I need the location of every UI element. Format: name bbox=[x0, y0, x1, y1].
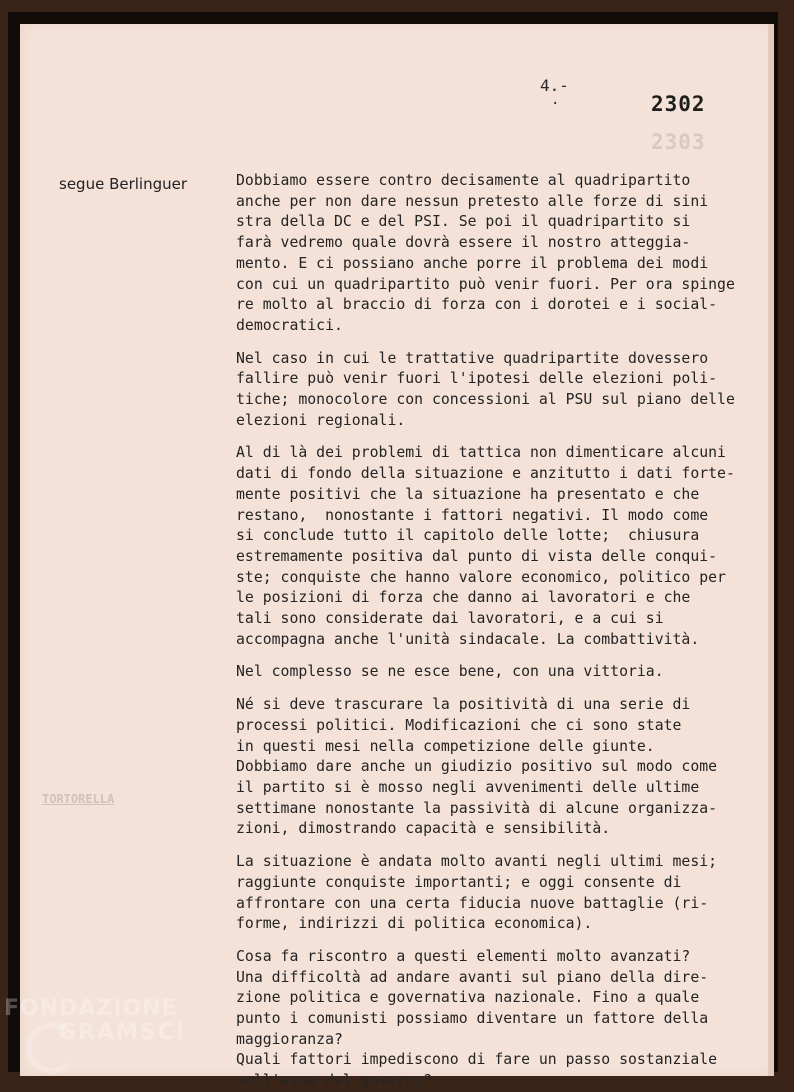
text-line: raggiunte conquiste importanti; e oggi consente di bbox=[236, 873, 682, 891]
text-line: fallire può venir fuori l'ipotesi delle elezioni poli- bbox=[236, 370, 718, 388]
text-line: punto i comunisti possiamo diventare un fattore della bbox=[236, 1010, 709, 1028]
page-number-dot: . bbox=[551, 92, 560, 108]
text-line: La situazione è andata molto avanti negli ultimi mesi; bbox=[236, 853, 718, 871]
text-line: tali sono considerate dai lavoratori, e a cui si bbox=[236, 610, 664, 628]
text-line: nell'asse del governo? bbox=[236, 1072, 432, 1090]
text-line: ste; conquiste che hanno valore economico, politico per bbox=[236, 568, 726, 586]
text-line: farà vedremo quale dovrà essere il nostro atteggia- bbox=[236, 234, 691, 252]
watermark-line-1: FONDAZIONE bbox=[4, 996, 178, 1021]
speaker-label: segue Berlinguer bbox=[59, 175, 188, 193]
paragraph bbox=[236, 947, 768, 1092]
text-line: Al di là dei problemi di tattica non dimenticare alcuni bbox=[236, 444, 726, 462]
text-line: estremamente positiva dal punto di vista delle conqui- bbox=[236, 547, 718, 565]
text-line: Una difficoltà ad andare avanti sul piano della dire- bbox=[236, 968, 709, 986]
text-line: stra della DC e del PSI. Se poi il quadripartito si bbox=[236, 213, 691, 231]
bleed-through-number: 2303 bbox=[651, 130, 706, 154]
text-line: settimane nonostante la passività di alcune organizza- bbox=[236, 799, 718, 817]
text-line: processi politici. Modificazioni che ci sono state bbox=[236, 716, 682, 734]
text-line: Cosa fa riscontro a questi elementi molto avanzati? bbox=[236, 947, 691, 965]
text-line: mento. E ci possiano anche porre il problema dei modi bbox=[236, 254, 709, 272]
text-line: mente positivi che la situazione ha presentato e che bbox=[236, 485, 700, 503]
page-edge bbox=[768, 24, 774, 1076]
text-line: tiche; monocolore con concessioni al PSU sul piano delle bbox=[236, 391, 735, 409]
bleed-through-label: TORTORELLA bbox=[42, 792, 115, 806]
text-line: elezioni regionali. bbox=[236, 411, 406, 429]
paragraph bbox=[236, 852, 768, 935]
watermark bbox=[4, 996, 204, 1074]
text-line: restano, nonostante i fattori negativi. Il modo come bbox=[236, 506, 709, 524]
document-number: 2302 bbox=[651, 92, 706, 116]
text-line: zioni, dimostrando capacità e sensibilità. bbox=[236, 820, 611, 838]
paragraph bbox=[236, 695, 768, 840]
text-line: Quali fattori impediscono di fare un passo sostanziale bbox=[236, 1051, 718, 1069]
text-line: Né si deve trascurare la positività di una serie di bbox=[236, 696, 691, 714]
text-line: in questi mesi nella competizione delle giunte. bbox=[236, 737, 655, 755]
text-line: anche per non dare nessun pretesto alle forze di sini bbox=[236, 192, 709, 210]
text-line: il partito si è mosso negli avvenimenti delle ultime bbox=[236, 778, 700, 796]
body-text bbox=[236, 171, 768, 1092]
text-line: Nel caso in cui le trattative quadripartite dovessero bbox=[236, 349, 709, 367]
text-line: Dobbiamo dare anche un giudizio positivo sul modo come bbox=[236, 758, 718, 776]
text-line: dati di fondo della situazione e anzitutto i dati forte- bbox=[236, 465, 735, 483]
paragraph bbox=[236, 349, 768, 432]
text-line: zione politica e governativa nazionale. Fino a quale bbox=[236, 989, 700, 1007]
paragraph bbox=[236, 171, 768, 337]
text-line: Nel complesso se ne esce bene, con una vittoria. bbox=[236, 663, 664, 681]
page-number: 4.- bbox=[540, 76, 569, 95]
text-line: le posizioni di forza che danno ai lavoratori e che bbox=[236, 589, 691, 607]
text-line: democratici. bbox=[236, 316, 343, 334]
text-line: affrontare con una certa fiducia nuove battaglie (ri- bbox=[236, 894, 709, 912]
paragraph bbox=[236, 662, 768, 683]
text-line: forme, indirizzi di politica economica). bbox=[236, 915, 593, 933]
text-line: si conclude tutto il capitolo delle lotte; chiusura bbox=[236, 527, 700, 545]
text-line: maggioranza? bbox=[236, 1030, 343, 1048]
text-line: con cui un quadripartito può venir fuori. Per ora spinge bbox=[236, 275, 735, 293]
text-line: re molto al braccio di forza con i dorotei e i social- bbox=[236, 296, 718, 314]
watermark-line-2: GRAMSCI bbox=[58, 1020, 187, 1045]
paragraph bbox=[236, 443, 768, 650]
text-line: accompagna anche l'unità sindacale. La combattività. bbox=[236, 630, 700, 648]
text-line: Dobbiamo essere contro decisamente al quadripartito bbox=[236, 172, 691, 189]
